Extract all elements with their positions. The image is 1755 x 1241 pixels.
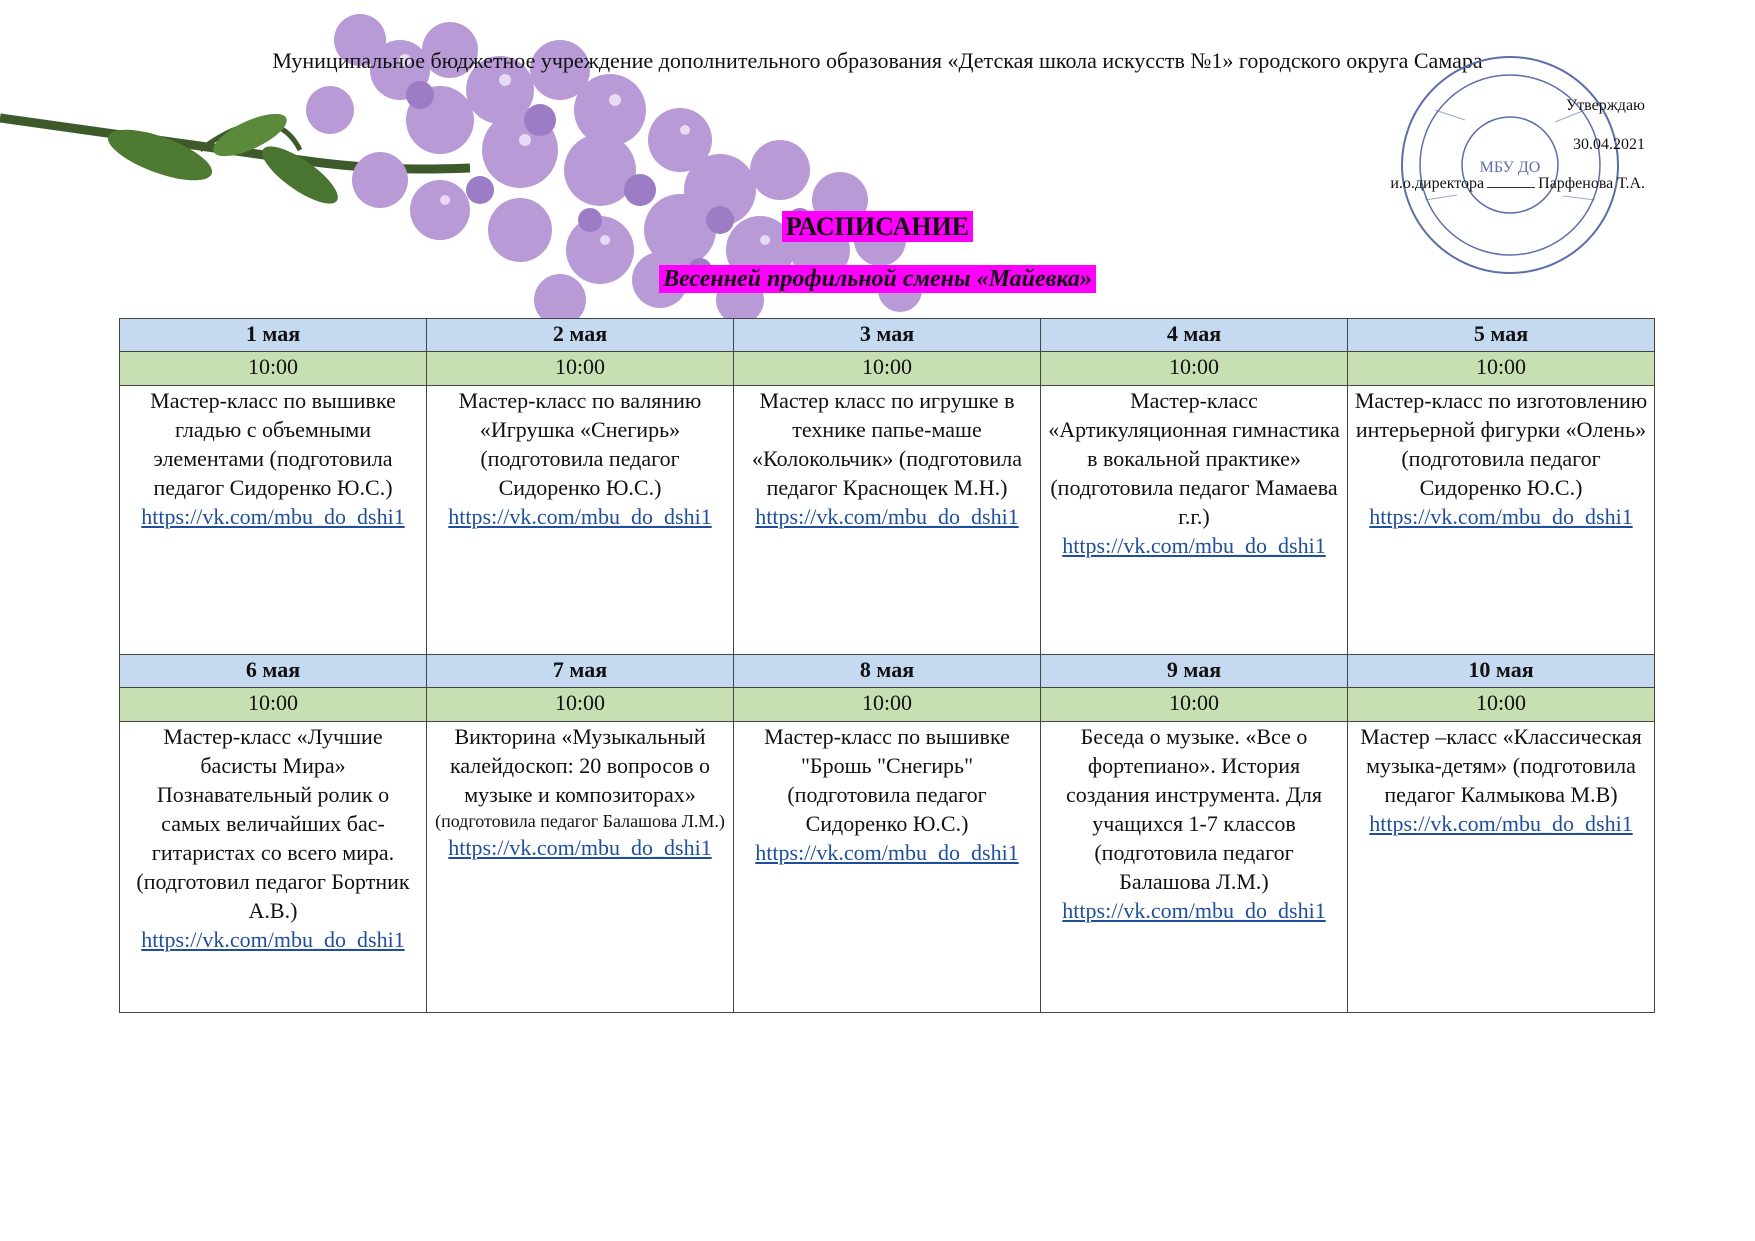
- event-description: Мастер-класс по изготовлению интерьерной фигурки «Олень» (подготовила педагог Сидоренко Ю.С.): [1354, 388, 1648, 500]
- time-cell: 10:00: [120, 688, 427, 722]
- date-row-week1: [120, 319, 1655, 352]
- event-description: Мастер-класс по валянию «Игрушка «Снегирь» (подготовила педагог Сидоренко Ю.С.): [458, 388, 702, 500]
- schedule-subtitle: Весенней профильной смены «Майевка»: [659, 265, 1096, 293]
- event-cell: [427, 722, 734, 1013]
- time-cell: 10:00: [1041, 688, 1348, 722]
- date-row-week2: [120, 655, 1655, 688]
- event-link[interactable]: https://vk.com/mbu_do_dshi1: [448, 835, 712, 860]
- event-description: Мастер-класс «Артикуляционная гимнастика в вокальной практике» (подготовила педагог Мамаева г.г.): [1048, 388, 1340, 529]
- date-cell: 4 мая: [1041, 319, 1348, 352]
- schedule-title: РАСПИСАНИЕ: [782, 211, 973, 242]
- event-description: Мастер класс по игрушке в технике папье-маше «Колокольчик» (подготовила педагог Краснощек М.Н.): [752, 388, 1022, 500]
- event-cell: [734, 386, 1041, 655]
- time-row-week1: [120, 352, 1655, 386]
- approve-date: 30.04.2021: [1573, 136, 1645, 153]
- date-cell: 7 мая: [427, 655, 734, 688]
- time-cell: 10:00: [734, 688, 1041, 722]
- event-cell: [734, 722, 1041, 1013]
- approve-role: и.о.директора: [1390, 175, 1485, 192]
- event-cell: [120, 386, 427, 655]
- event-cell: [427, 386, 734, 655]
- event-description: Викторина «Музыкальный калейдоскоп: 20 вопросов о музыке и композиторах»: [449, 724, 710, 807]
- time-cell: 10:00: [734, 352, 1041, 386]
- event-link[interactable]: https://vk.com/mbu_do_dshi1: [1369, 811, 1633, 836]
- event-row-week1: [120, 386, 1655, 655]
- date-cell: 3 мая: [734, 319, 1041, 352]
- event-cell: [120, 722, 427, 1013]
- schedule-heading: [0, 212, 1755, 242]
- event-description: Мастер –класс «Классическая музыка-детям» (подготовила педагог Калмыкова М.В): [1360, 724, 1642, 807]
- time-cell: 10:00: [427, 352, 734, 386]
- event-cell: [1348, 722, 1655, 1013]
- organization-title: Муниципальное бюджетное учреждение дополнительного образования «Детская школа искусств №1» городского округа Самара: [272, 48, 1483, 73]
- schedule-subheading: [0, 266, 1755, 293]
- event-link[interactable]: https://vk.com/mbu_do_dshi1: [1062, 533, 1326, 558]
- time-cell: 10:00: [427, 688, 734, 722]
- time-cell: 10:00: [1348, 688, 1655, 722]
- date-cell: 10 мая: [1348, 655, 1655, 688]
- svg-text:МБУ ДО: МБУ ДО: [1479, 159, 1541, 176]
- date-cell: 6 мая: [120, 655, 427, 688]
- date-cell: 9 мая: [1041, 655, 1348, 688]
- time-cell: 10:00: [1041, 352, 1348, 386]
- event-author: (подготовила педагог Балашова Л.М.): [435, 811, 725, 831]
- approve-label: Утверждаю: [1565, 97, 1645, 114]
- event-link[interactable]: https://vk.com/mbu_do_dshi1: [141, 504, 405, 529]
- time-cell: 10:00: [1348, 352, 1655, 386]
- date-cell: 2 мая: [427, 319, 734, 352]
- event-cell: [1041, 722, 1348, 1013]
- signature-blank: [1487, 187, 1535, 188]
- event-description: Мастер-класс «Лучшие басисты Мира» Познавательный ролик о самых величайших бас-гитаристах со всего мира. (подготовил педагог Бортник А.В.): [136, 724, 410, 923]
- event-link[interactable]: https://vk.com/mbu_do_dshi1: [1369, 504, 1633, 529]
- approve-name: Парфенова Т.А.: [1538, 175, 1645, 192]
- time-row-week2: [120, 688, 1655, 722]
- date-cell: 1 мая: [120, 319, 427, 352]
- approval-block: [1390, 96, 1645, 213]
- approve-signature-line: [1390, 174, 1645, 194]
- time-cell: 10:00: [120, 352, 427, 386]
- event-link[interactable]: https://vk.com/mbu_do_dshi1: [448, 504, 712, 529]
- event-cell: [1041, 386, 1348, 655]
- event-link[interactable]: https://vk.com/mbu_do_dshi1: [1062, 898, 1326, 923]
- event-link[interactable]: https://vk.com/mbu_do_dshi1: [755, 840, 1019, 865]
- event-link[interactable]: https://vk.com/mbu_do_dshi1: [755, 504, 1019, 529]
- event-row-week2: [120, 722, 1655, 1013]
- event-cell: [1348, 386, 1655, 655]
- event-description: Мастер-класс по вышивке гладью с объемными элементами (подготовила педагог Сидоренко Ю.С.): [150, 388, 396, 500]
- date-cell: 5 мая: [1348, 319, 1655, 352]
- event-description: Беседа о музыке. «Все о фортепиано». История создания инструмента. Для учащихся 1-7 классов (подготовила педагог Балашова Л.М.): [1065, 724, 1322, 894]
- event-link[interactable]: https://vk.com/mbu_do_dshi1: [141, 927, 405, 952]
- schedule-table: [119, 318, 1655, 1013]
- event-description: Мастер-класс по вышивке "Брошь "Снегирь" (подготовила педагог Сидоренко Ю.С.): [764, 724, 1010, 836]
- date-cell: 8 мая: [734, 655, 1041, 688]
